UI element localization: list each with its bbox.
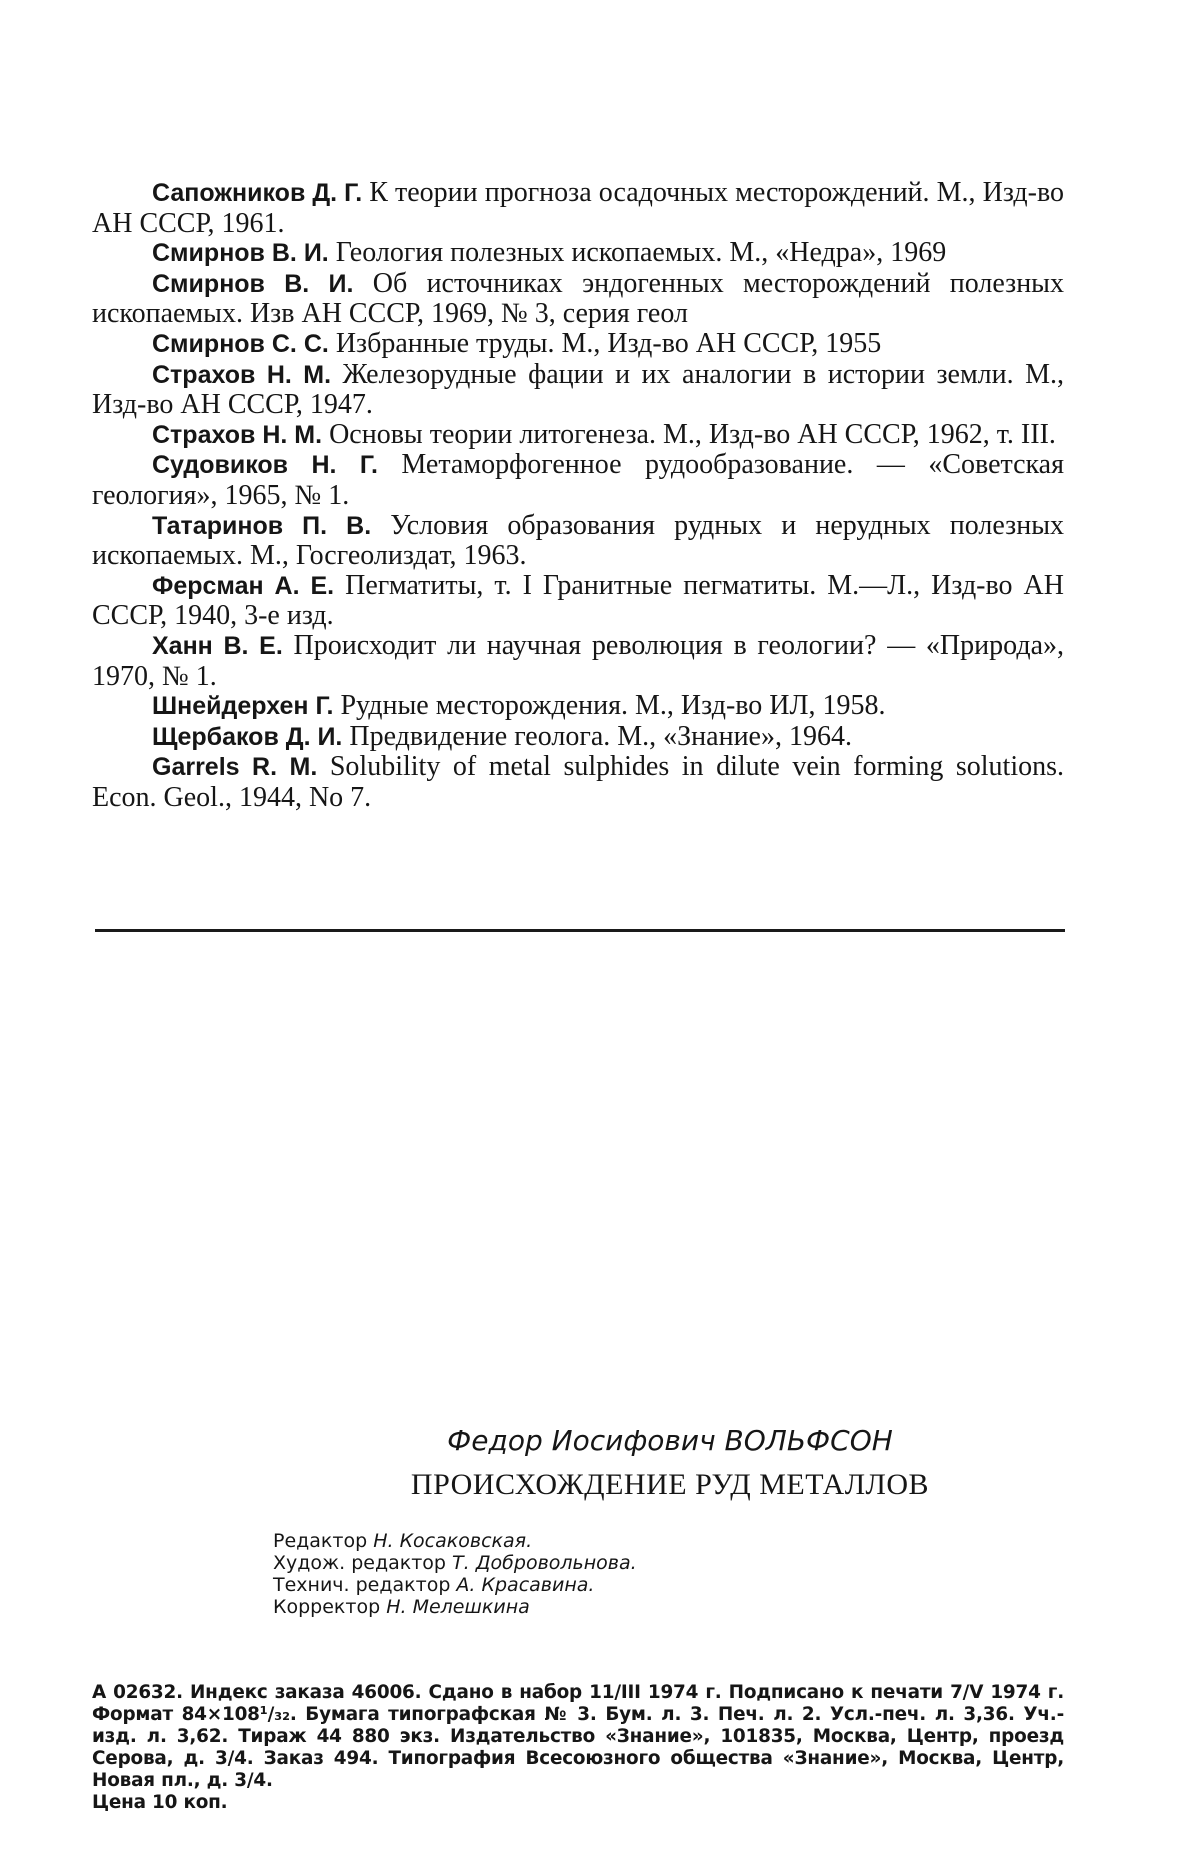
reference-author: Страхов Н. М. [152, 360, 332, 389]
reference-text: Избранные труды. М., Изд-во АН СССР, 1955 [328, 327, 882, 359]
reference-item [92, 238, 1064, 269]
reference-author: Шнейдерхен Г. [152, 692, 334, 721]
credit-role: Худож. редактор [273, 1552, 453, 1574]
reference-author: Судовиков Н. Г. [152, 451, 378, 480]
reference-text: Solubility of metal sulphides in dilute vein forming solutions. Econ. Geol., 1944, No 7. [92, 751, 1065, 813]
reference-author: Ханн В. Е. [152, 631, 283, 660]
reference-text: Об источниках эндогенных месторождений полезных ископаемых. Изв АН СССР, 1969, № 3, серия геол [92, 267, 1064, 330]
reference-item [92, 360, 1064, 420]
section-divider [95, 929, 1065, 932]
credit-line [273, 1530, 637, 1552]
reference-text: К теории прогноза осадочных месторождений. М., Изд-во АН СССР, 1961. [92, 177, 1064, 239]
reference-list [92, 178, 1064, 812]
reference-author: Щербаков Д. И. [152, 722, 343, 751]
editorial-credits [273, 1530, 637, 1618]
credit-line [273, 1596, 637, 1618]
reference-author: Смирнов С. С. [152, 329, 329, 358]
reference-item [92, 691, 1064, 722]
reference-item [92, 178, 1064, 238]
credit-name: Н. Мелешкина [386, 1596, 530, 1618]
reference-item [92, 511, 1064, 571]
imprint-block [92, 1682, 1064, 1814]
reference-author: Смирнов В. И. [152, 239, 329, 268]
reference-author: Garrels R. M. [152, 753, 318, 782]
reference-author: Смирнов В. И. [152, 269, 354, 298]
reference-item [92, 722, 1064, 753]
reference-item [92, 752, 1064, 812]
credit-line [273, 1574, 637, 1596]
reference-item [92, 420, 1064, 451]
reference-author: Татаринов П. В. [152, 511, 372, 540]
reference-item [92, 450, 1064, 510]
credit-name: А. Красавина. [456, 1574, 595, 1596]
credit-role: Технич. редактор [273, 1574, 457, 1596]
reference-text: Основы теории литогенеза. М., Изд-во АН СССР, 1962, т. III. [322, 418, 1056, 450]
credit-name: Т. Добровольнова. [452, 1552, 637, 1574]
reference-author: Страхов Н. М. [152, 420, 323, 449]
reference-text: Происходит ли научная революция в геологии? — «Природа», 1970, № 1. [92, 629, 1065, 692]
reference-text: Метаморфогенное рудообразование. — «Советская геология», 1965, № 1. [92, 449, 1064, 511]
price-line: Цена 10 коп. [92, 1792, 228, 1813]
reference-text: Железорудные фации и их аналогии в истории земли. М., Изд-во АН СССР, 1947. [92, 358, 1064, 421]
reference-item [92, 571, 1064, 631]
book-title: ПРОИСХОЖДЕНИЕ РУД МЕТАЛЛОВ [410, 1468, 930, 1501]
credit-role: Редактор [273, 1530, 374, 1552]
imprint-text: А 02632. Индекс заказа 46006. Сдано в набор 11/III 1974 г. Подписано к печати 7/V 1974 г. Формат 84×108¹/₃₂. Бумага типографская № 3. Бум. л. 3. Печ. л. 2. Усл.-печ. л. 3,36. Уч.-изд. л. 3,62. Тираж 44 880 экз. Издательство «Знание», 101835, Москва, Центр, проезд Серова, д. 3/4. Заказ 494. Типография Всесоюзного общества «Знание», Москва, Центр, Новая пл., д. 3/4. [92, 1682, 1064, 1791]
reference-item [92, 631, 1064, 691]
credit-line [273, 1552, 637, 1574]
reference-text: Пегматиты, т. I Гранитные пегматиты. М.—Л., Изд-во АН СССР, 1940, 3-е изд. [92, 569, 1064, 632]
reference-text: Рудные месторождения. М., Изд-во ИЛ, 1958. [333, 690, 886, 722]
credit-role: Корректор [273, 1596, 387, 1618]
book-author: Федор Иосифович ВОЛЬФСОН [447, 1424, 893, 1457]
reference-text: Предвидение геолога. М., «Знание», 1964. [342, 720, 852, 752]
reference-item [92, 329, 1064, 360]
reference-text: Условия образования рудных и нерудных полезных ископаемых. М., Госгеолиздат, 1963. [92, 509, 1065, 572]
reference-author: Ферсман А. Е. [152, 571, 335, 600]
reference-text: Геология полезных ископаемых. М., «Недра», 1969 [328, 237, 947, 269]
reference-author: Сапожников Д. Г. [152, 179, 363, 207]
reference-item [92, 269, 1064, 329]
credit-name: Н. Косаковская. [373, 1530, 533, 1552]
